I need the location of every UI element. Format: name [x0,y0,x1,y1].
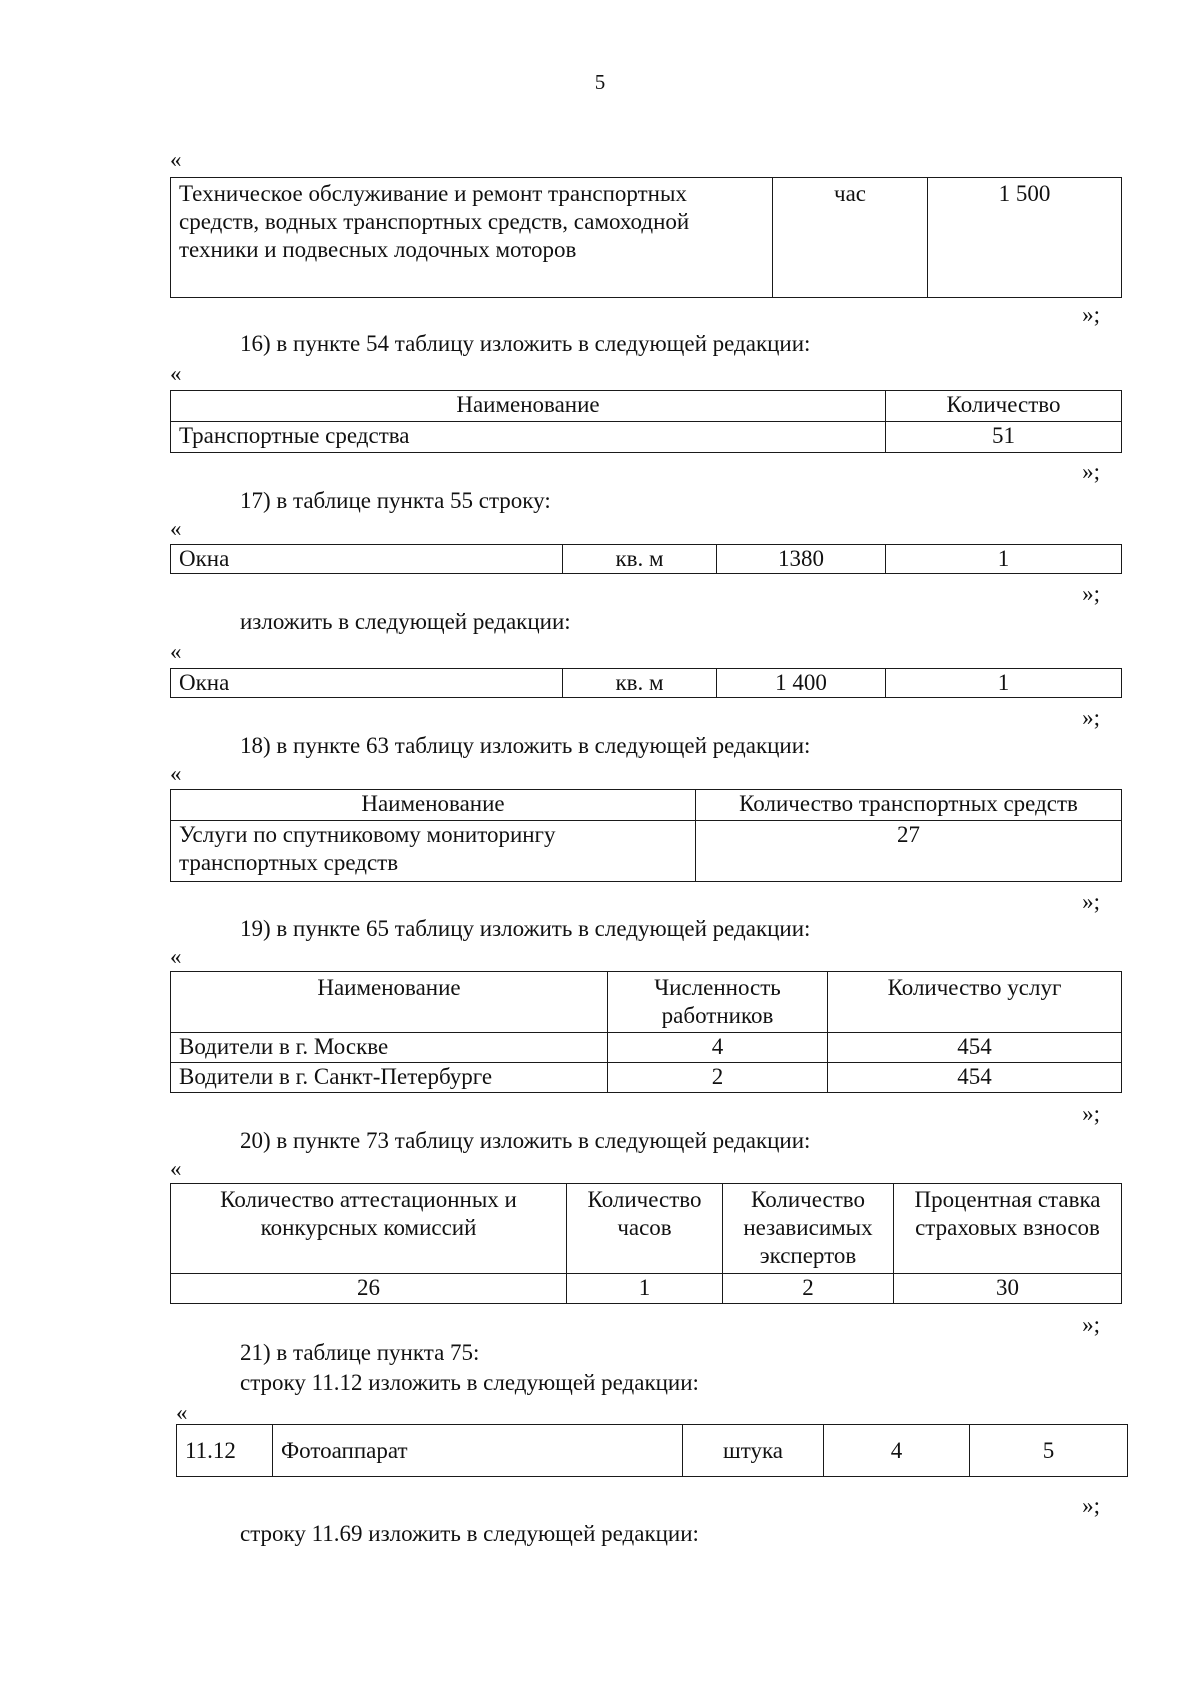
table-cell: 4 [824,1425,970,1477]
table-cell: 1 [886,669,1122,698]
table-header: Процентная ставка страховых взносов [894,1184,1122,1274]
document-page: 5 « Техническое обслуживание и ремонт транспортных средств, водных транспортных средств, самоходной техники и подвесных лодочных моторов час 1 500 »; 16) в пункте 54 таблицу изложить в следующей редакции: « Наименование Количество Транспортные средства 51 »; 17) в таблице пункта 55 строку: « Окна кв. м 1380 1 »; изложить в следующей редакции: « Окна кв. м 1 400 1 »; 18) в пункте 63 таблицу изложить в следующей редакции: « Наименование Количество транспортных средств Услуги по спутниковому мониторингу транспортных средств 27 »; 19) в пункте 65 таблицу изложить в следующей редакции: « Наименование Численность работников Количество услуг Водители в г. Москве 4 454 Водители в г. Санкт-Петербурге 2 454 »; 20) в пункте 73 таблицу изложить в следующей редакции: « Количество аттестационных и конкурсных комиссий Количество часов Количество независимых экспертов Процентная ставка страховых взносов 26 1 2 30 »; 21) в таблице пункта 75: строку 11.12 изложить в следующей редакции: « 11.12 Фотоаппарат штука 4 5 »; строку 11.69 изложить в следующей редакции: [0,0,1200,1698]
service-hours-table [170,177,1122,298]
table-cell: 454 [828,1033,1122,1063]
open-quote: « [170,944,182,969]
table-header: Количество аттестационных и конкурсных комиссий [171,1184,567,1274]
table-row [171,1033,1122,1063]
table-header: Количество транспортных средств [696,790,1122,821]
table-cell: 1 500 [928,178,1122,298]
table-cell: кв. м [563,545,717,574]
paragraph-17: 17) в таблице пункта 55 строку: [240,488,551,513]
drivers-table [170,971,1122,1093]
table-header: Количество независимых экспертов [723,1184,894,1274]
table-header: Количество услуг [828,972,1122,1033]
paragraph-16: 16) в пункте 54 таблицу изложить в следующей редакции: [240,331,811,356]
table-cell: Фотоаппарат [273,1425,683,1477]
windows-old-row-table [170,544,1122,574]
table-header: Количество [886,391,1122,422]
table-cell: 1380 [717,545,886,574]
table-cell: час [773,178,928,298]
windows-new-row-table [170,668,1122,698]
table-header: Наименование [171,972,608,1033]
table-cell: Услуги по спутниковому мониторингу транспортных средств [171,821,696,882]
paragraph-21b: строку 11.69 изложить в следующей редакции: [240,1521,699,1546]
open-quote: « [170,639,182,664]
open-quote: « [176,1400,188,1425]
table-header: Количество часов [567,1184,723,1274]
paragraph-21a: строку 11.12 изложить в следующей редакции: [240,1370,699,1395]
paragraph-17b: изложить в следующей редакции: [240,609,571,634]
table-cell: 11.12 [177,1425,273,1477]
table-row [171,1063,1122,1093]
open-quote: « [170,361,182,386]
table-cell: 2 [723,1274,894,1304]
open-quote: « [170,516,182,541]
table-header: Наименование [171,790,696,821]
paragraph-21: 21) в таблице пункта 75: [240,1340,480,1365]
open-quote: « [170,1156,182,1181]
commissions-table [170,1183,1122,1304]
table-header: Численность работников [608,972,828,1033]
table-cell: 51 [886,422,1122,453]
paragraph-20: 20) в пункте 73 таблицу изложить в следующей редакции: [240,1128,811,1153]
table-header: Наименование [171,391,886,422]
table-cell: 30 [894,1274,1122,1304]
paragraph-18: 18) в пункте 63 таблицу изложить в следующей редакции: [240,733,811,758]
table-cell: 4 [608,1033,828,1063]
table-cell: 26 [171,1274,567,1304]
table-cell: Окна [171,545,563,574]
table-cell: Транспортные средства [171,422,886,453]
table-cell: Окна [171,669,563,698]
camera-row-table [176,1424,1128,1477]
table-cell: штука [683,1425,824,1477]
table-cell: Водители в г. Санкт-Петербурге [171,1063,608,1093]
satellite-monitoring-table [170,789,1122,882]
table-cell: кв. м [563,669,717,698]
open-quote: « [170,761,182,786]
paragraph-19: 19) в пункте 65 таблицу изложить в следующей редакции: [240,916,811,941]
open-quote: « [170,147,182,172]
table-cell: 5 [970,1425,1128,1477]
page-number: 5 [594,70,606,94]
table-cell: Водители в г. Москве [171,1033,608,1063]
table-cell: Техническое обслуживание и ремонт транспортных средств, водных транспортных средств, самоходной техники и подвесных лодочных моторов [171,178,773,298]
table-cell: 1 [886,545,1122,574]
table-cell: 27 [696,821,1122,882]
table-cell: 454 [828,1063,1122,1093]
table-cell: 1 [567,1274,723,1304]
vehicles-table [170,390,1122,453]
table-cell: 1 400 [717,669,886,698]
table-cell: 2 [608,1063,828,1093]
